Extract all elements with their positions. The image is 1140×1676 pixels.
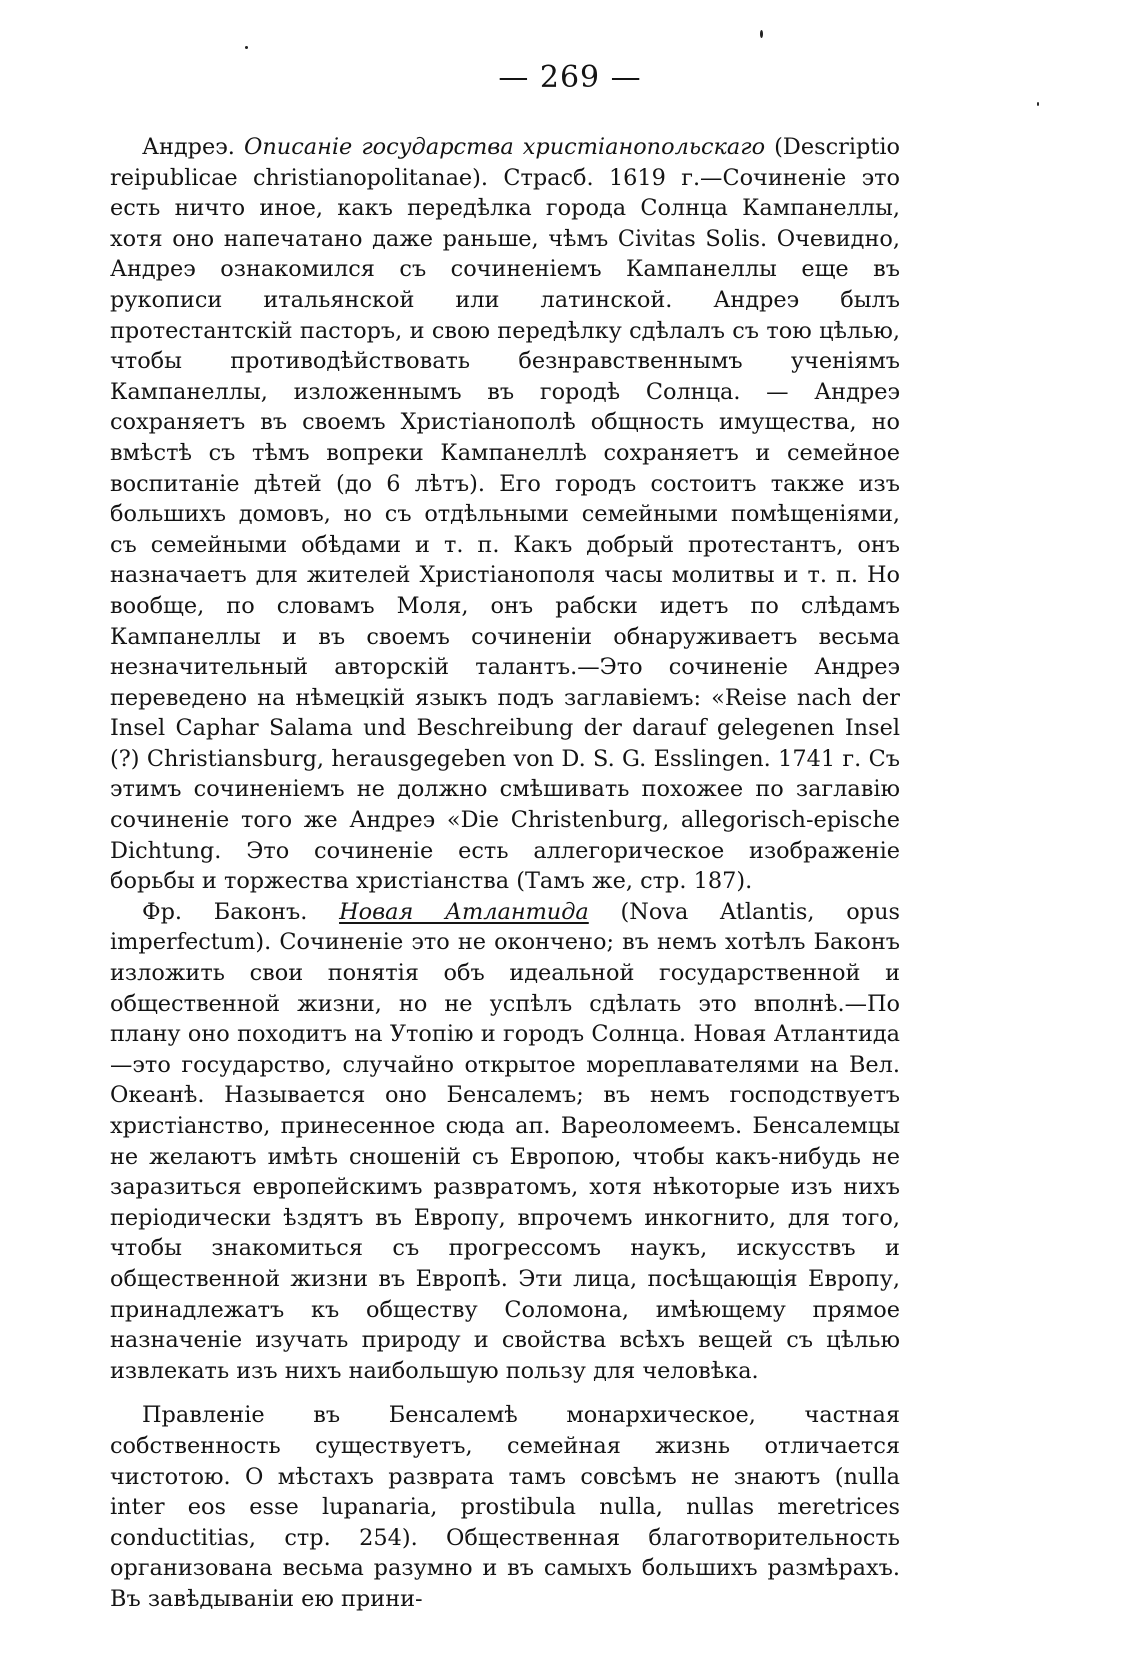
print-speck	[760, 30, 763, 38]
book-title-new-atlantis: Новая Атлантида	[339, 898, 589, 925]
text-segment: (Descriptio reipublicae christianopolitanae). Страсб. 1619 г.—Сочиненіе это есть ничто иное, какъ передѣлка города Солнца Кампанеллы, хотя оно напечатано даже раньше, чѣмъ Civitas Solis. Очевидно, Андреэ ознакомился съ сочиненіемъ Кампанеллы еще въ рукописи итальянской или латинской. Андреэ былъ протестантскій пасторъ, и свою передѣлку сдѣлалъ съ тою цѣлью, чтобы противодѣйствовать безнравственнымъ ученіямъ Кампанеллы, изложеннымъ въ городѣ Солнца. — Андреэ сохраняетъ въ своемъ Христіанополѣ общность имущества, но вмѣстѣ съ тѣмъ вопреки Кампанеллѣ сохраняетъ и семейное воспитаніе дѣтей (до 6 лѣтъ). Его городъ состоитъ также изъ большихъ домовъ, но съ отдѣльными семейными помѣщеніями, съ семейными обѣдами и т. п. Какъ добрый протестантъ, онъ назначаетъ для жителей Христіанополя часы молитвы и т. п. Но вообще, по словамъ Моля, онъ рабски идетъ по слѣдамъ Кампанеллы и въ своемъ сочиненіи обнаруживаетъ весьма незначительный авторскій талантъ.—Это сочиненіе Андреэ переведено на нѣмецкій языкъ подъ заглавіемъ: «Reise nach der Insel Caphar Salama und Beschreibung der darauf gelegenen Insel (?) Christiansburg, herausgegeben von D. S. G. Esslingen. 1741 г. Съ этимъ сочиненіемъ не должно смѣшивать похожее по заглавію сочиненіе того же Андреэ «Die Christenburg, allegorisch-epische Dichtung. Это сочиненіе есть аллегорическое изображеніе борьбы и торжества христіанства (Тамъ же, стр. 187).	[110, 134, 900, 895]
paragraph-bensalem-government	[110, 1400, 900, 1614]
text-segment: Фр. Баконъ.	[142, 898, 340, 925]
text-segment: (Nova Atlantis, opus imperfectum). Сочиненіе это не окончено; въ немъ хотѣлъ Баконъ изложить свои понятія объ идеальной государственной и общественной жизни, но не успѣлъ сдѣлать это вполнѣ.—По плану оно походитъ на Утопію и городъ Солнца. Новая Атлантида—это государство, случайно открытое мореплавателями на Вел. Океанѣ. Называется оно Бенсалемъ; въ немъ господствуетъ христіанство, принесенное сюда ап. Вареоломеемъ. Бенсалемцы не желаютъ имѣть сношеній съ Европою, чтобы какъ-нибудь не заразиться европейскимъ развратомъ, хотя нѣкоторые изъ нихъ періодически ѣздятъ въ Европу, впрочемъ инкогнито, для того, чтобы знакомиться съ прогрессомъ наукъ, искусствъ и общественной жизни въ Европѣ. Эти лица, посѣщающія Европу, принадлежатъ къ обществу Соломона, имѣющему прямое назначеніе изучать природу и свойства всѣхъ вещей съ цѣлью извлекать изъ нихъ наибольшую пользу для человѣка.	[110, 898, 900, 1384]
paragraph-andreae	[110, 132, 900, 897]
book-title-christianopolis: Описаніе государства христіанопольскаго	[244, 134, 766, 160]
paragraph-bacon	[110, 897, 900, 1387]
text-segment: Правленіе въ Бенсалемѣ монархическое, частная собственность существуетъ, семейная жизнь отличается чистотою. О мѣстахъ разврата тамъ совсѣмъ не знаютъ (nulla inter eos esse lupanaria, prostibula nulla, nullas meretrices conductitias, стр. 254). Общественная благотворительность организована весьма разумно и въ самыхъ большихъ размѣрахъ. Въ завѣдываніи ею прини-	[110, 1402, 900, 1612]
page-number: — 269 —	[498, 60, 642, 95]
page-body	[110, 132, 900, 1615]
print-speck	[1037, 102, 1039, 106]
text-segment: Андреэ.	[142, 134, 244, 160]
print-speck	[245, 46, 248, 49]
